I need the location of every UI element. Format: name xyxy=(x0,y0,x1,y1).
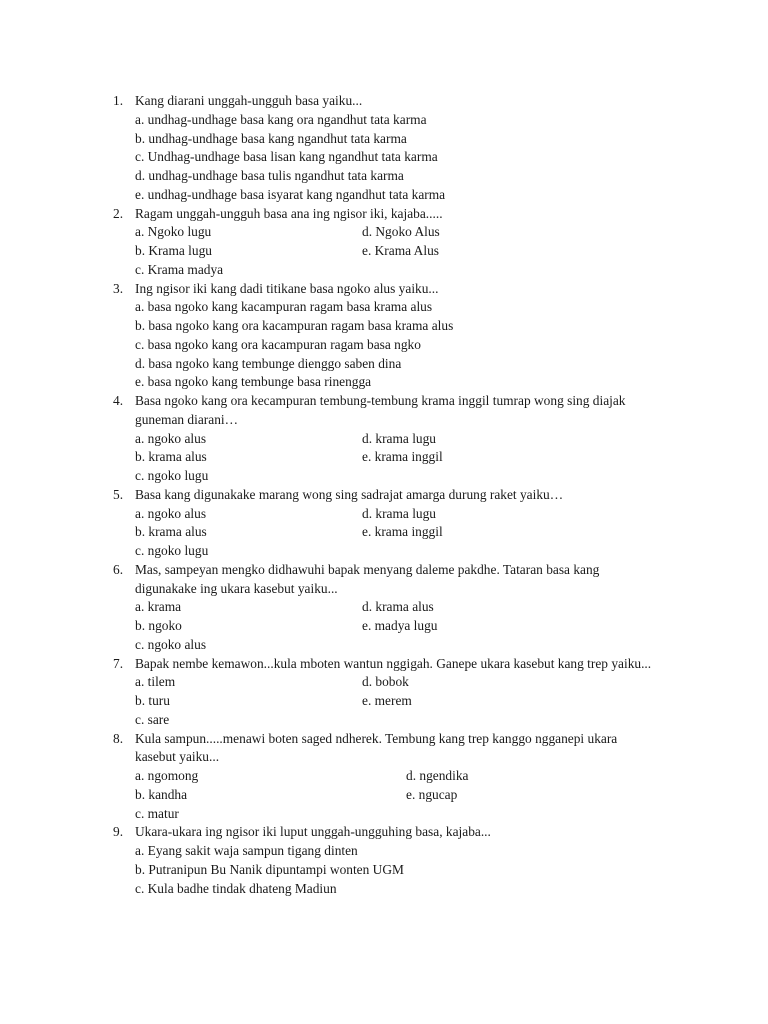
question-6-option: a. krama xyxy=(135,599,182,615)
question-8-stem-line xyxy=(0,730,768,749)
question-2-stem-line xyxy=(0,205,768,224)
question-2-option: d. Ngoko Alus xyxy=(362,224,440,240)
question-8-option: c. matur xyxy=(135,805,179,821)
question-4-number: 4. xyxy=(113,393,124,408)
question-7-option: c. sare xyxy=(135,711,170,727)
question-4-option: c. ngoko lugu xyxy=(135,468,209,483)
question-7-option-row xyxy=(0,673,768,692)
question-9-option: a. Eyang sakit waja sampun tigang dinten xyxy=(135,843,358,858)
question-1-option: a. undhag-undhage basa kang ora ngandhut tata karma xyxy=(135,111,427,127)
question-2-option: a. Ngoko lugu xyxy=(135,224,212,240)
question-3-option-row xyxy=(0,317,768,336)
question-2-option: c. Krama madya xyxy=(135,261,224,277)
question-5-text: Basa kang digunakake marang wong sing sadrajat amarga durung raket yaiku… xyxy=(135,486,564,502)
question-9-stem-line xyxy=(0,823,768,842)
question-4-stem-line xyxy=(0,392,768,411)
question-9-option-row xyxy=(0,880,768,899)
question-5-number: 5. xyxy=(113,486,124,502)
question-5-option-row xyxy=(0,505,768,524)
question-6-option: c. ngoko alus xyxy=(135,636,207,652)
question-8-text: kasebut yaiku... xyxy=(135,749,220,765)
question-4-option-row xyxy=(0,448,768,467)
question-2-option-row xyxy=(0,261,768,280)
question-1-option-row xyxy=(0,167,768,186)
question-6-number: 6. xyxy=(113,561,124,577)
question-1-number: 1. xyxy=(113,93,124,108)
question-1-option-row xyxy=(0,186,768,205)
question-6-text: Mas, sampeyan mengko didhawuhi bapak menyang daleme pakdhe. Tataran basa kang xyxy=(135,561,600,577)
question-6-option: d. krama alus xyxy=(362,599,434,615)
question-9-option-row xyxy=(0,842,768,861)
question-3-option: b. basa ngoko kang ora kacampuran ragam basa krama alus xyxy=(135,318,454,333)
question-3-text: Ing ngisor iki kang dadi titikane basa ngoko alus yaiku... xyxy=(135,280,439,296)
question-5-option-row xyxy=(0,523,768,542)
question-2-option-row xyxy=(0,223,768,242)
question-3-option: a. basa ngoko kang kacampuran ragam basa krama alus xyxy=(135,299,433,315)
question-9-option: b. Putranipun Bu Nanik dipuntampi wonten UGM xyxy=(135,861,404,877)
question-8-option-row xyxy=(0,767,768,786)
question-4-text: guneman diarani… xyxy=(135,411,238,427)
question-8-option-row xyxy=(0,786,768,805)
question-5-option: b. krama alus xyxy=(135,524,207,540)
question-6-option-row xyxy=(0,636,768,655)
question-8-stem-line xyxy=(0,748,768,767)
question-1-option: e. undhag-undhage basa isyarat kang ngandhut tata karma xyxy=(135,186,446,202)
question-7-option: d. bobok xyxy=(362,674,409,690)
question-3-number: 3. xyxy=(113,280,124,296)
question-3-option: c. basa ngoko kang ora kacampuran ragam basa ngko xyxy=(135,336,421,352)
question-3-option: d. basa ngoko kang tembunge dienggo saben dina xyxy=(135,355,402,371)
question-2-option: e. Krama Alus xyxy=(362,243,439,258)
question-2-option: b. Krama lugu xyxy=(135,243,212,258)
question-1-option: c. Undhag-undhage basa lisan kang ngandhut tata karma xyxy=(135,149,438,165)
question-6-stem-line xyxy=(0,561,768,580)
question-7-text: Bapak nembe kemawon...kula mboten wantun nggigah. Ganepe ukara kasebut kang trep yaiku... xyxy=(135,655,652,671)
question-8-option: d. ngendika xyxy=(406,768,469,783)
question-4-option: e. krama inggil xyxy=(362,449,443,465)
question-3-option: e. basa ngoko kang tembunge basa rinengga xyxy=(135,374,372,390)
question-1-option: d. undhag-undhage basa tulis ngandhut tata karma xyxy=(135,168,404,183)
question-1-text: Kang diarani unggah-ungguh basa yaiku... xyxy=(135,93,363,108)
question-7-number: 7. xyxy=(113,655,124,671)
question-8-option: b. kandha xyxy=(135,786,188,802)
question-7-stem-line xyxy=(0,655,768,674)
question-3-stem-line xyxy=(0,280,768,299)
question-8-text: Kula sampun.....menawi boten saged ndherek. Tembung kang trep kanggo ngganepi ukara xyxy=(135,730,618,746)
question-9-text: Ukara-ukara ing ngisor iki luput unggah-ungguhing basa, kajaba... xyxy=(135,824,491,840)
question-4-option: b. krama alus xyxy=(135,449,207,465)
question-6-option: e. madya lugu xyxy=(362,618,438,633)
question-4-option-row xyxy=(0,430,768,449)
question-7-option-row xyxy=(0,692,768,711)
question-7-option: b. turu xyxy=(135,693,170,708)
question-1-stem-line xyxy=(0,92,768,111)
question-3-option-row xyxy=(0,355,768,374)
question-8-option: e. ngucap xyxy=(406,786,458,802)
question-1-option-row xyxy=(0,111,768,130)
question-9-number: 9. xyxy=(113,824,124,840)
question-8-number: 8. xyxy=(113,730,124,746)
question-5-option: a. ngoko alus xyxy=(135,505,207,521)
question-4-text: Basa ngoko kang ora kecampuran tembung-tembung krama inggil tumrap wong sing diajak xyxy=(135,393,626,408)
question-5-option: d. krama lugu xyxy=(362,505,437,521)
question-2-option-row xyxy=(0,242,768,261)
question-3-option-row xyxy=(0,298,768,317)
question-2-text: Ragam unggah-ungguh basa ana ing ngisor iki, kajaba..... xyxy=(135,205,443,221)
question-1-option: b. undhag-undhage basa kang ngandhut tata karma xyxy=(135,130,407,146)
question-2-number: 2. xyxy=(113,205,124,221)
question-6-option-row xyxy=(0,617,768,636)
question-7-option: e. merem xyxy=(362,693,412,708)
question-1-option-row xyxy=(0,148,768,167)
question-5-option-row xyxy=(0,542,768,561)
question-6-option: b. ngoko xyxy=(135,618,182,633)
question-6-option-row xyxy=(0,598,768,617)
question-3-option-row xyxy=(0,336,768,355)
question-7-option-row xyxy=(0,711,768,730)
question-5-option: e. krama inggil xyxy=(362,524,443,540)
question-6-text: digunakake ing ukara kasebut yaiku... xyxy=(135,580,338,596)
question-7-option: a. tilem xyxy=(135,674,176,690)
question-4-stem-line xyxy=(0,411,768,430)
question-4-option-row xyxy=(0,467,768,486)
question-1-option-row xyxy=(0,130,768,149)
question-3-option-row xyxy=(0,373,768,392)
question-5-option: c. ngoko lugu xyxy=(135,543,209,558)
question-4-option: a. ngoko alus xyxy=(135,430,207,446)
question-6-stem-line xyxy=(0,580,768,599)
question-9-option-row xyxy=(0,861,768,880)
question-8-option-row xyxy=(0,805,768,824)
question-8-option: a. ngomong xyxy=(135,768,199,783)
question-5-stem-line xyxy=(0,486,768,505)
question-4-option: d. krama lugu xyxy=(362,430,437,446)
question-9-option: c. Kula badhe tindak dhateng Madiun xyxy=(135,880,337,896)
